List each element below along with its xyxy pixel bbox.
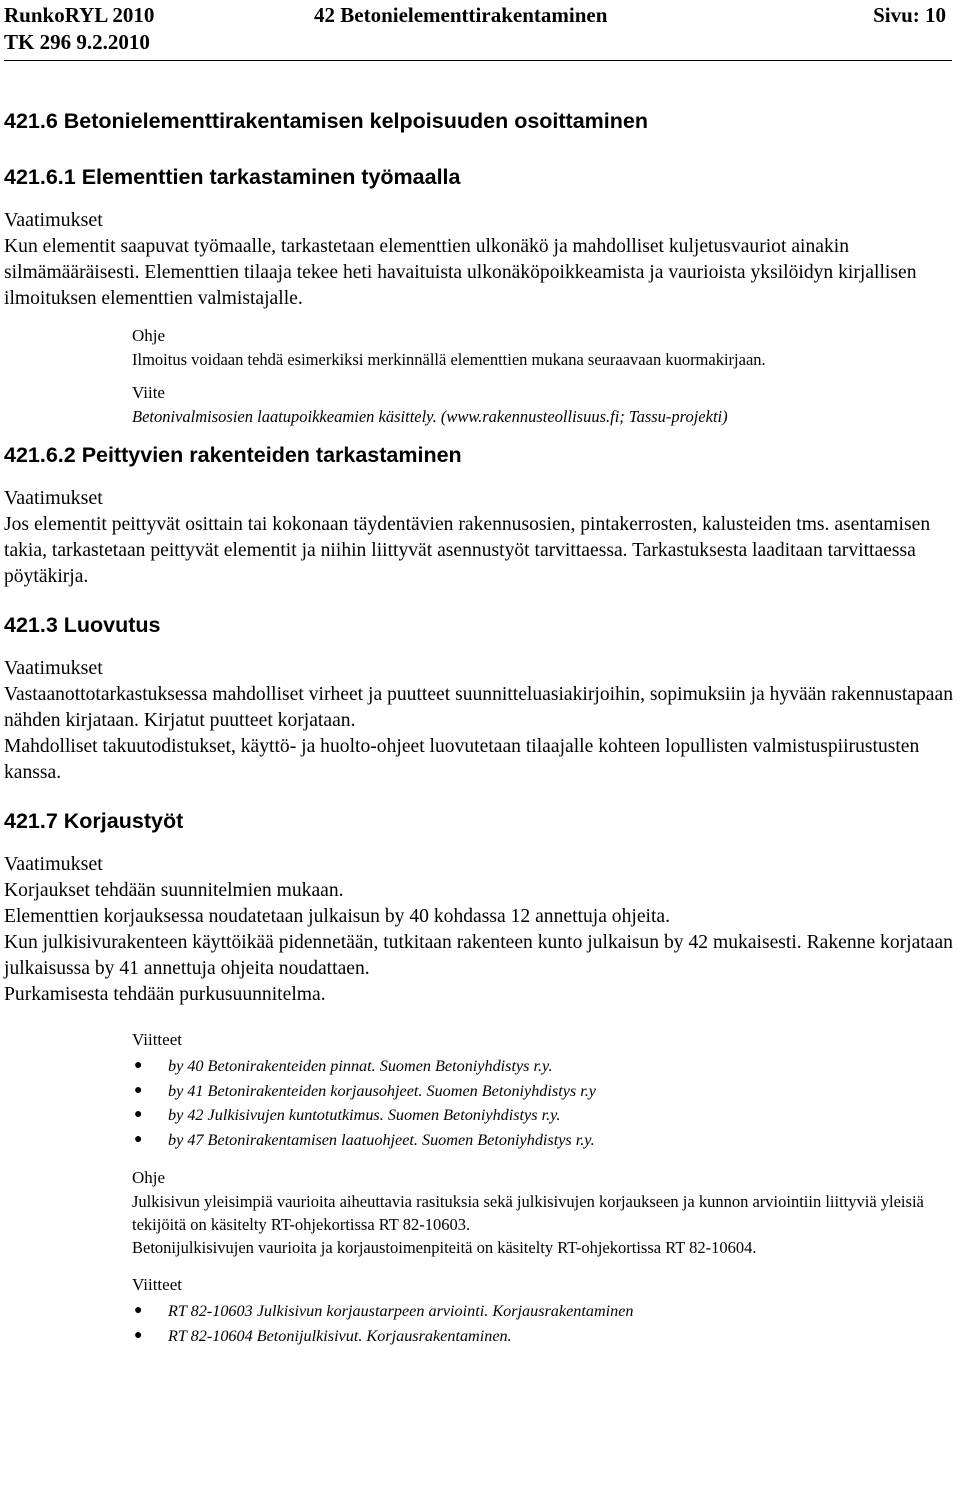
requirements-label: Vaatimukset xyxy=(4,487,103,509)
reference-list xyxy=(132,1054,956,1152)
bullet-icon: ● xyxy=(134,1131,143,1147)
references-block xyxy=(4,1028,956,1348)
bullet-icon: ● xyxy=(134,1082,143,1098)
paragraph: Korjaukset tehdään suunnitelmien mukaan. xyxy=(4,880,344,901)
section-heading-421-3: 421.3 Luovutus xyxy=(4,613,161,637)
guidance-note xyxy=(4,324,956,428)
ohje-label: Ohje xyxy=(132,1168,166,1187)
header-chapter-title: 42 Betonielementtirakentaminen xyxy=(314,3,608,27)
paragraph: Jos elementit peittyvät osittain tai kokonaan täydentävien rakennusosien, pintakerrosten, kalusteiden tms. asentamisen takia, tarkastetaan peittyvät elementit ja niihin liittyvät asennustyöt tarvittaessa. Tarkastuksesta laaditaan tarvittaessa pöytäkirja. xyxy=(4,514,931,587)
section-heading-421-6-2: 421.6.2 Peittyvien rakenteiden tarkastaminen xyxy=(4,443,462,467)
bullet-icon: ● xyxy=(134,1107,143,1122)
ohje-text: Betonijulkisivujen vaurioita ja korjaustoimenpiteitä on käsitelty RT-ohjekortissa RT 82-10604. xyxy=(132,1238,757,1257)
reference-list xyxy=(132,1299,956,1348)
viitteet-label: Viitteet xyxy=(132,1030,182,1049)
paragraph: Vastaanottotarkastuksessa mahdolliset virheet ja puutteet suunnitteluasiakirjoihin, sopimuksiin ja hyvään rakennustapaan nähden kirjataan. Kirjatut puutteet korjataan. xyxy=(4,684,953,731)
document-body xyxy=(4,106,956,1348)
paragraph: Mahdolliset takuutodistukset, käyttö- ja huolto-ohjeet luovutetaan tilaajalle kohteen lopullisten valmistuspiirustusten kanssa. xyxy=(4,736,920,783)
paragraph: Kun julkisivurakenteen käyttöikää pidennetään, tutkitaan rakenteen kunto julkaisun by 42 mukaisesti. Rakenne korjataan julkaisussa by 41 annettuja ohjeita noudattaen. xyxy=(4,932,953,979)
bullet-icon: ● xyxy=(134,1327,143,1343)
requirements-label: Vaatimukset xyxy=(4,657,103,679)
bullet-icon: ● xyxy=(134,1058,143,1073)
viite-text: Betonivalmisosien laatupoikkeamien käsittely. (www.rakennusteollisuus.fi; Tassu-projekti) xyxy=(132,407,728,426)
list-item: ● RT 82-10604 Betonijulkisivut. Korjausrakentaminen. xyxy=(132,1324,956,1349)
section-heading-421-6: 421.6 Betonielementtirakentamisen kelpoisuuden osoittaminen xyxy=(4,109,648,133)
ohje-text: Ilmoitus voidaan tehdä esimerkiksi merkinnällä elementtien mukana seuraavaan kuormakirjaan. xyxy=(132,350,766,369)
bullet-icon: ● xyxy=(134,1303,143,1318)
header-page-number: Sivu: 10 xyxy=(873,3,946,27)
list-item: ● by 41 Betonirakenteiden korjausohjeet. Suomen Betoniyhdistys r.y xyxy=(132,1079,956,1104)
list-item: ● by 42 Julkisivujen kuntotutkimus. Suomen Betoniyhdistys r.y. xyxy=(132,1103,956,1128)
paragraph: Purkamisesta tehdään purkusuunnitelma. xyxy=(4,984,326,1005)
requirements-label: Vaatimukset xyxy=(4,209,103,231)
list-item: ● RT 82-10603 Julkisivun korjaustarpeen arviointi. Korjausrakentaminen xyxy=(132,1299,956,1324)
requirements-label: Vaatimukset xyxy=(4,853,103,875)
paragraph: Kun elementit saapuvat työmaalle, tarkastetaan elementtien ulkonäkö ja mahdolliset kuljetusvauriot ainakin silmämääräisesti. Elementtien tilaaja tekee heti havaituista ulkonäköpoikkeamista ja vaurioista yksilöidyn kirjallisen ilmoituksen elementtien valmistajalle. xyxy=(4,236,917,309)
viitteet-label: Viitteet xyxy=(132,1275,182,1294)
header-divider xyxy=(4,60,952,61)
section-heading-421-7: 421.7 Korjaustyöt xyxy=(4,809,184,833)
ohje-label: Ohje xyxy=(132,326,166,345)
ohje-text: Julkisivun yleisimpiä vaurioita aiheuttavia rasituksia sekä julkisivujen korjaukseen ja kunnon arviointiin liittyviä yleisiä tekijöitä on käsitelty RT-ohjekortissa RT 82-10603. xyxy=(132,1192,924,1234)
list-item: ● by 40 Betonirakenteiden pinnat. Suomen Betoniyhdistys r.y. xyxy=(132,1054,956,1079)
page-header xyxy=(4,2,954,56)
header-document-name: RunkoRYL 2010 xyxy=(4,3,155,27)
section-heading-421-6-1: 421.6.1 Elementtien tarkastaminen työmaalla xyxy=(4,165,461,189)
list-item: ● by 47 Betonirakentamisen laatuohjeet. Suomen Betoniyhdistys r.y. xyxy=(132,1128,956,1153)
paragraph: Elementtien korjauksessa noudatetaan julkaisun by 40 kohdassa 12 annettuja ohjeita. xyxy=(4,906,671,927)
header-committee-date: TK 296 9.2.2010 xyxy=(4,30,150,54)
viite-label: Viite xyxy=(132,383,165,402)
